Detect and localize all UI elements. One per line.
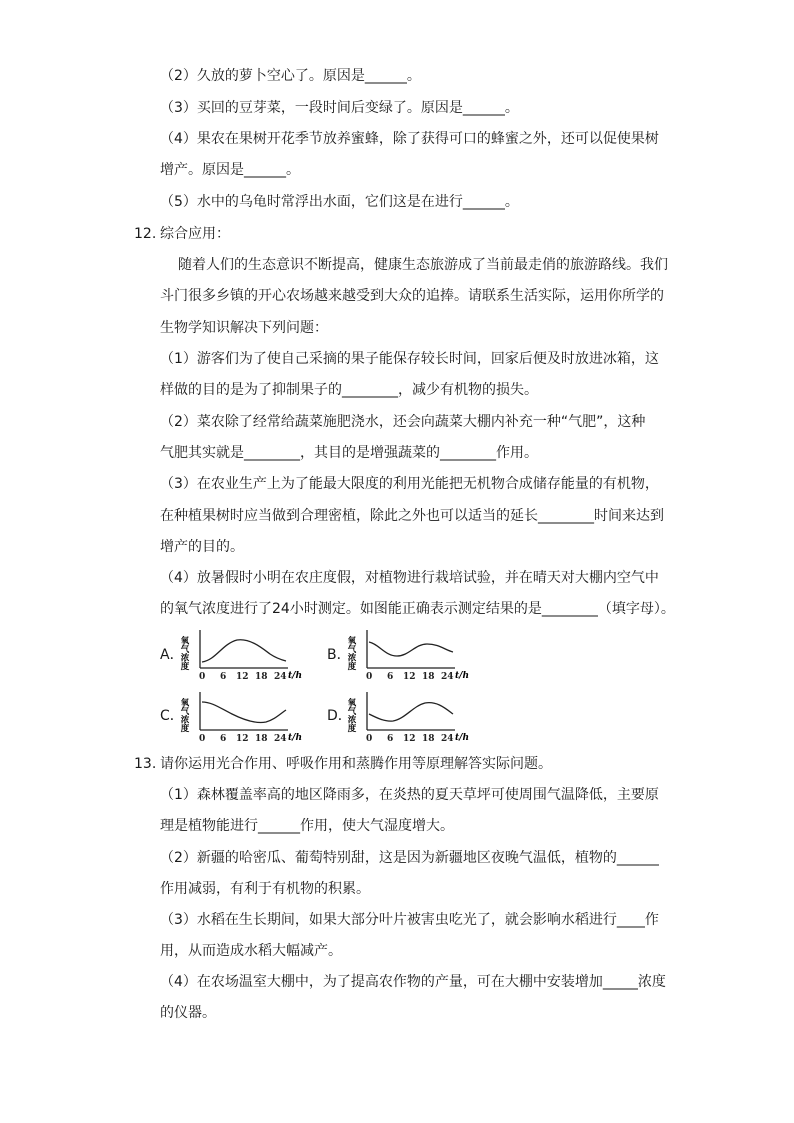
option-b-xlabel — [455, 667, 477, 681]
option-c-tick: 24 — [274, 734, 287, 744]
option-b-tick: 12 — [403, 672, 416, 682]
option-c-tick: 0 — [199, 734, 206, 744]
q12-intro-1: 随着人们的生态意识不断提高，健康生态旅游成了当前最走俏的旅游路线。我们 — [178, 257, 668, 273]
option-b-tick: 18 — [422, 672, 435, 682]
option-c-tick: 12 — [236, 734, 249, 744]
q12-part-1: （1）游客们为了使自己采摘的果子能保存较长时间，回家后便及时放进冰箱，这 — [160, 351, 659, 367]
q12-part-3-cont: 在种植果树时应当做到合理密植，除此之外也可以适当的延长________时间来达到 — [160, 508, 664, 524]
q12-number: 12. — [134, 226, 157, 242]
option-b-tick: 24 — [441, 672, 454, 682]
q13-part-1: （1）森林覆盖率高的地区降雨多，在炎热的夏天草坪可使周围气温降低，主要原 — [160, 787, 659, 803]
q13-intro: 请你运用光合作用、呼吸作用和蒸腾作用等原理解答实际问题。 — [160, 756, 552, 772]
option-c-y-label: 氧气浓度 — [179, 698, 189, 732]
q11-item-2: （2）久放的萝卜空心了。原因是______。 — [160, 68, 421, 84]
option-b-graph — [346, 626, 467, 682]
option-b-tick: 0 — [366, 672, 373, 682]
option-c-graph — [179, 688, 300, 744]
option-c-label: C． — [160, 708, 184, 724]
option-d-curve — [369, 703, 453, 722]
q12-title: 综合应用： — [160, 226, 230, 242]
option-d-tick: 0 — [366, 734, 373, 744]
q12-part-3: （3）在农业生产上为了能最大限度的利用光能把无机物合成储存能量的有机物， — [160, 476, 659, 492]
option-d-label: D． — [327, 708, 352, 724]
q11-item-4: （4）果农在果树开花季节放养蜜蜂，除了获得可口的蜂蜜之外，还可以促使果树 — [160, 131, 659, 147]
q12-intro-2: 斗门很多乡镇的开心农场越来越受到大众的追捧。请联系生活实际，运用你所学的 — [160, 288, 664, 304]
option-d-xlabel — [455, 729, 477, 743]
q13-part-4: （4）在农场温室大棚中，为了提高农作物的产量，可在大棚中安装增加_____浓度 — [160, 974, 666, 990]
option-a-graph — [179, 626, 300, 682]
option-a-xlabel — [288, 667, 310, 681]
option-c-curve — [202, 702, 286, 723]
option-b-y-label: 氧气浓度 — [346, 636, 356, 670]
q12-part-4: （4）放暑假时小明在农庄度假，对植物进行栽培试验，并在晴天对大棚内空气中 — [160, 570, 659, 586]
option-c-tick: 18 — [255, 734, 268, 744]
q13-part-3-cont: 用，从而造成水稻大幅减产。 — [160, 943, 342, 959]
option-a-x-label: t/h — [288, 671, 302, 681]
option-d-tick: 24 — [441, 734, 454, 744]
option-d-y-label: 氧气浓度 — [346, 698, 356, 732]
option-a-y-label: 氧气浓度 — [179, 636, 189, 670]
option-b-tick: 6 — [387, 672, 394, 682]
option-c-xlabel — [288, 729, 310, 743]
q11-item-5: （5）水中的乌龟时常浮出水面，它们这是在进行______。 — [160, 194, 519, 210]
q13-part-3: （3）水稻在生长期间，如果大部分叶片被害虫吃光了，就会影响水稻进行____作 — [160, 912, 659, 928]
q13-part-2-cont: 作用减弱，有利于有机物的积累。 — [160, 881, 370, 897]
option-d-x-label: t/h — [455, 733, 469, 743]
option-a-tick: 6 — [220, 672, 227, 682]
option-d-tick: 18 — [422, 734, 435, 744]
option-a-label: A． — [160, 647, 184, 663]
option-d-tick: 12 — [403, 734, 416, 744]
option-a-curve — [202, 640, 286, 662]
option-d-tick: 6 — [387, 734, 394, 744]
q11-item-4-cont: 增产。原因是______。 — [160, 162, 300, 178]
q12-part-2-cont: 气肥其实就是________，其目的是增强蔬菜的________作用。 — [160, 445, 538, 461]
q12-intro-3: 生物学知识解决下列问题： — [160, 320, 328, 336]
q12-part-1-cont: 样做的目的是为了抑制果子的________，减少有机物的损失。 — [160, 382, 538, 398]
q13-part-4-cont: 的仪器。 — [160, 1005, 216, 1021]
q12-part-3-end: 增产的目的。 — [160, 539, 244, 555]
q13-part-2: （2）新疆的哈密瓜、葡萄特别甜，这是因为新疆地区夜晚气温低，植物的______ — [160, 850, 659, 866]
option-a-tick: 24 — [274, 672, 287, 682]
q12-part-4-cont: 的氧气浓度进行了24小时测定。如图能正确表示测定结果的是________（填字母）。 — [160, 601, 675, 617]
option-b-x-label: t/h — [455, 671, 469, 681]
option-a-tick: 18 — [255, 672, 268, 682]
q12-part-2: （2）菜农除了经常给蔬菜施肥浇水，还会向蔬菜大棚内补充一种“气肥”，这种 — [160, 414, 646, 430]
q13-number: 13. — [134, 756, 157, 772]
q13-part-1-cont: 理是植物能进行______作用，使大气湿度增大。 — [160, 818, 454, 834]
option-c-tick: 6 — [220, 734, 227, 744]
option-a-tick: 0 — [199, 672, 206, 682]
option-b-curve — [369, 642, 453, 656]
option-c-x-label: t/h — [288, 733, 302, 743]
option-b-label: B． — [327, 647, 351, 663]
q11-item-3: （3）买回的豆芽菜，一段时间后变绿了。原因是______。 — [160, 100, 519, 116]
option-a-tick: 12 — [236, 672, 249, 682]
option-d-graph — [346, 688, 467, 744]
